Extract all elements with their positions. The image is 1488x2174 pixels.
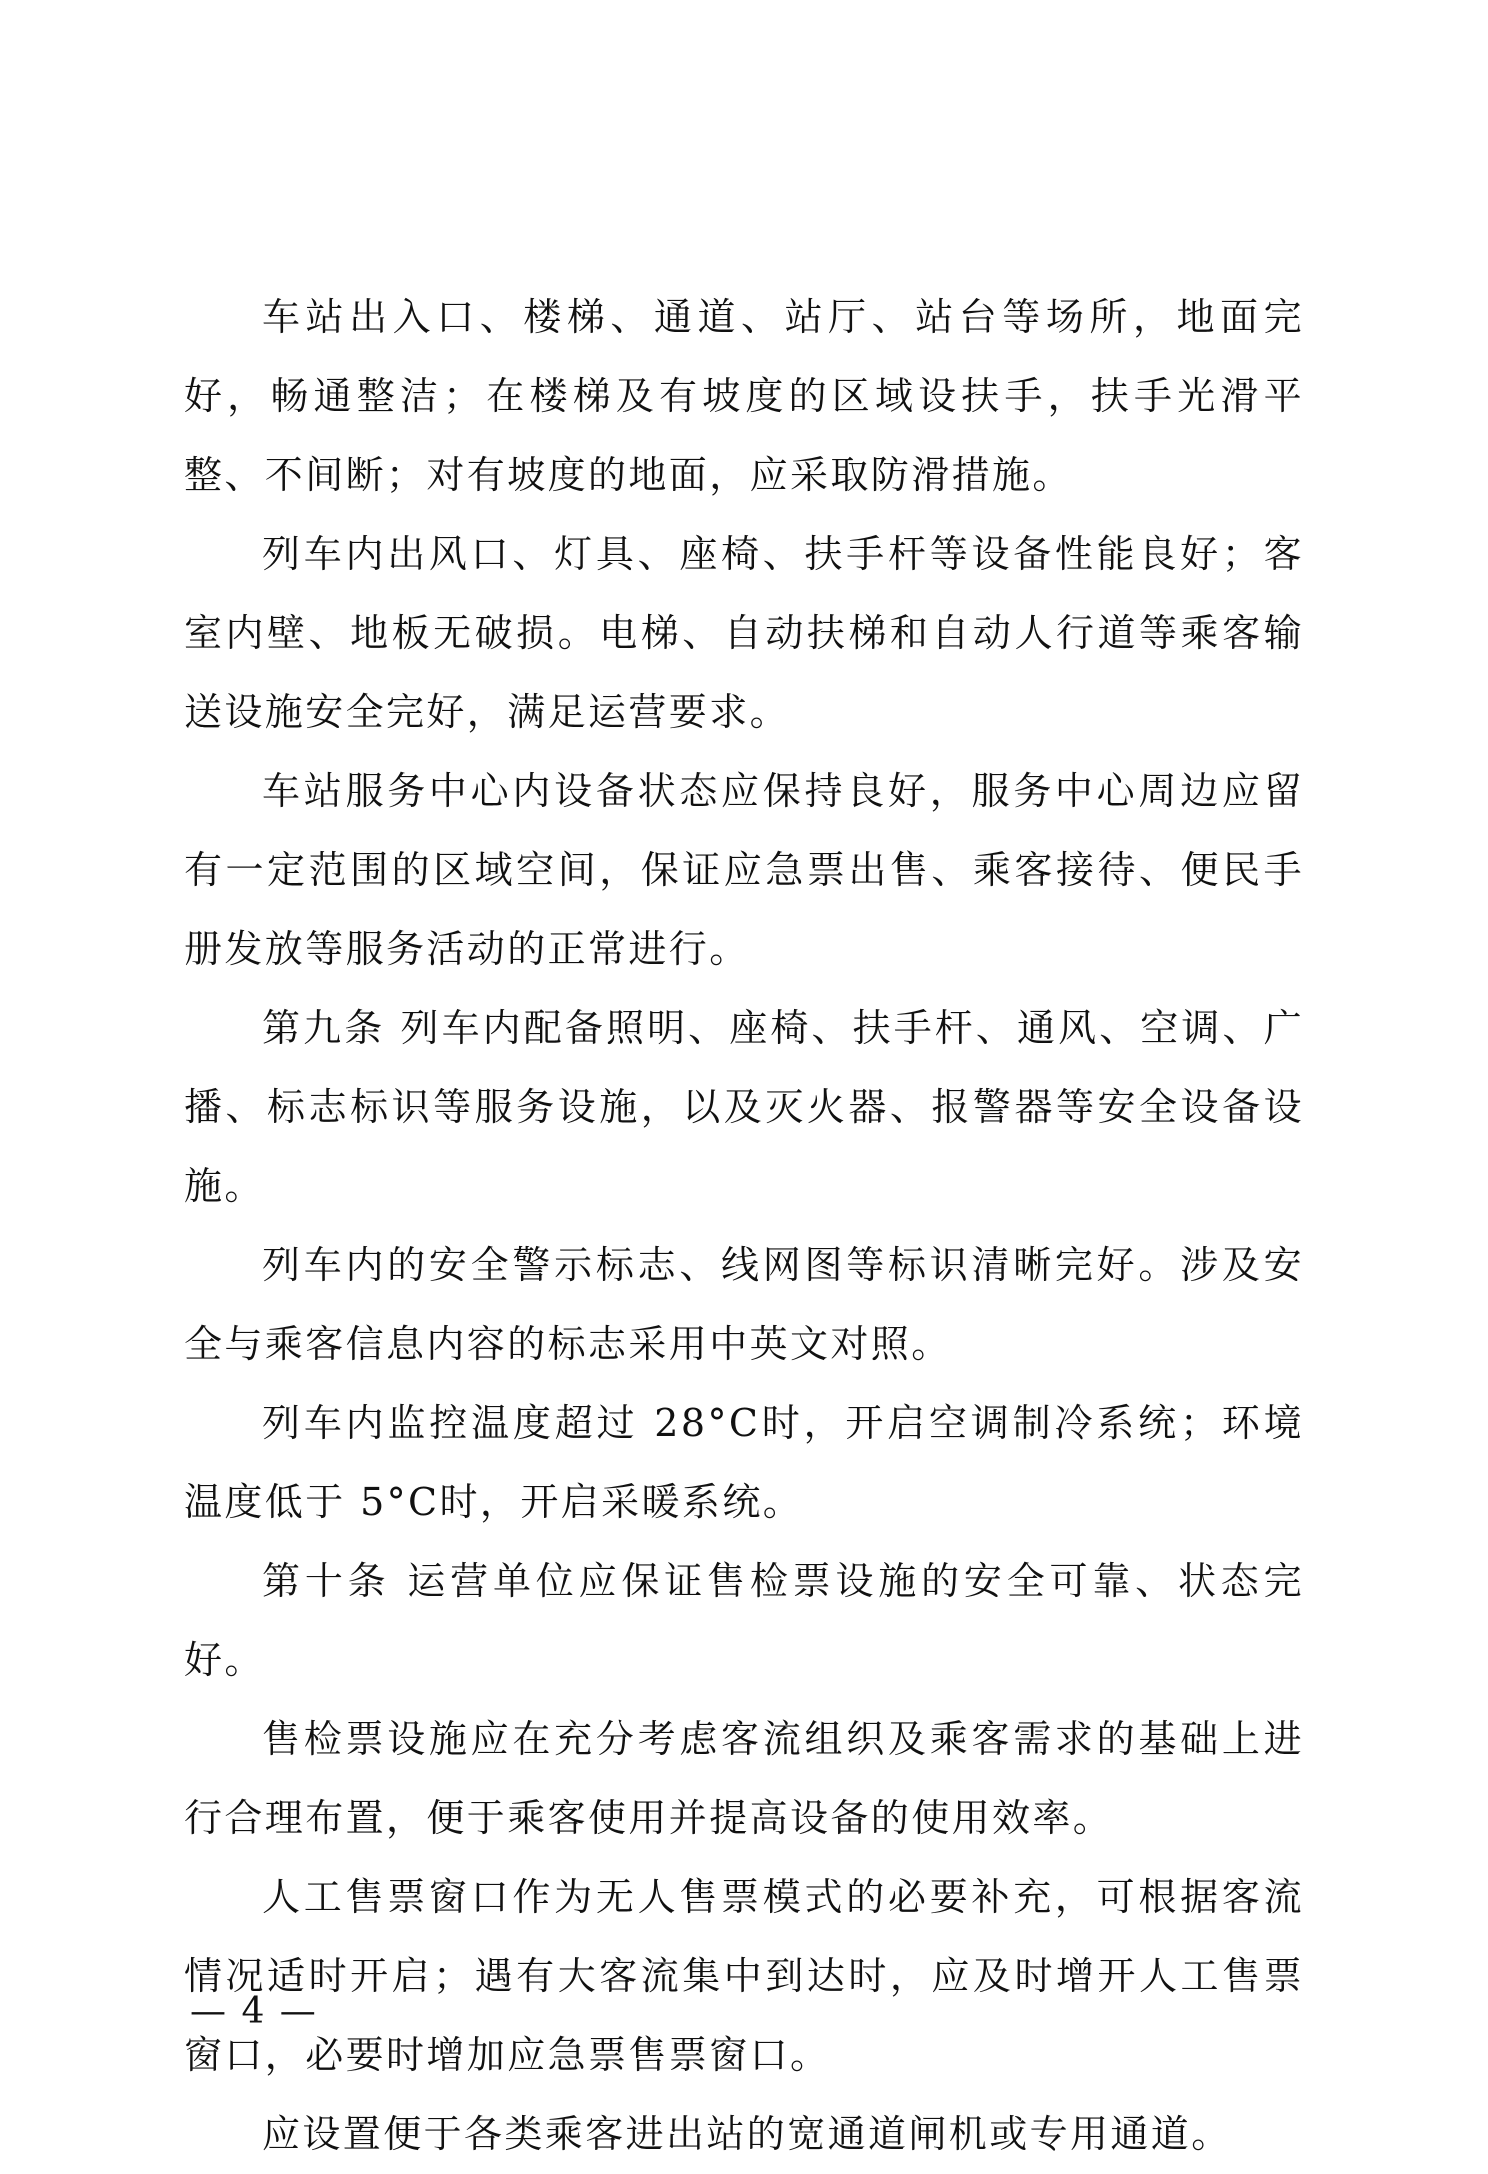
paragraph: 人工售票窗口作为无人售票模式的必要补充，可根据客流情况适时开启；遇有大客流集中到达时，应及时增开人工售票窗口，必要时增加应急票售票窗口。	[184, 1875, 1304, 2077]
paragraph: 应设置便于各类乘客进出站的宽通道闸机或专用通道。	[262, 2112, 1232, 2156]
page-number: — 4 —	[190, 1991, 318, 2032]
paragraph: 车站出入口、楼梯、通道、站厅、站台等场所，地面完好，畅通整洁；在楼梯及有坡度的区域设扶手，扶手光滑平整、不间断；对有坡度的地面，应采取防滑措施。	[184, 295, 1304, 497]
document-body	[184, 278, 1304, 2174]
article-9-paragraph: 第九条 列车内配备照明、座椅、扶手杆、通风、空调、广播、标志标识等服务设施，以及灭火器、报警器等安全设备设施。	[184, 1006, 1304, 1208]
paragraph: 列车内的安全警示标志、线网图等标识清晰完好。涉及安全与乘客信息内容的标志采用中英文对照。	[184, 1243, 1304, 1366]
paragraph: 列车内监控温度超过 28°C时，开启空调制冷系统；环境温度低于 5°C时，开启采暖系统。	[184, 1401, 1304, 1524]
paragraph: 列车内出风口、灯具、座椅、扶手杆等设备性能良好；客室内壁、地板无破损。电梯、自动扶梯和自动人行道等乘客输送设施安全完好，满足运营要求。	[184, 532, 1304, 734]
article-10-paragraph: 第十条 运营单位应保证售检票设施的安全可靠、状态完好。	[184, 1559, 1304, 1682]
paragraph: 售检票设施应在充分考虑客流组织及乘客需求的基础上进行合理布置，便于乘客使用并提高设备的使用效率。	[184, 1717, 1304, 1840]
paragraph: 车站服务中心内设备状态应保持良好，服务中心周边应留有一定范围的区域空间，保证应急票出售、乘客接待、便民手册发放等服务活动的正常进行。	[184, 769, 1304, 971]
